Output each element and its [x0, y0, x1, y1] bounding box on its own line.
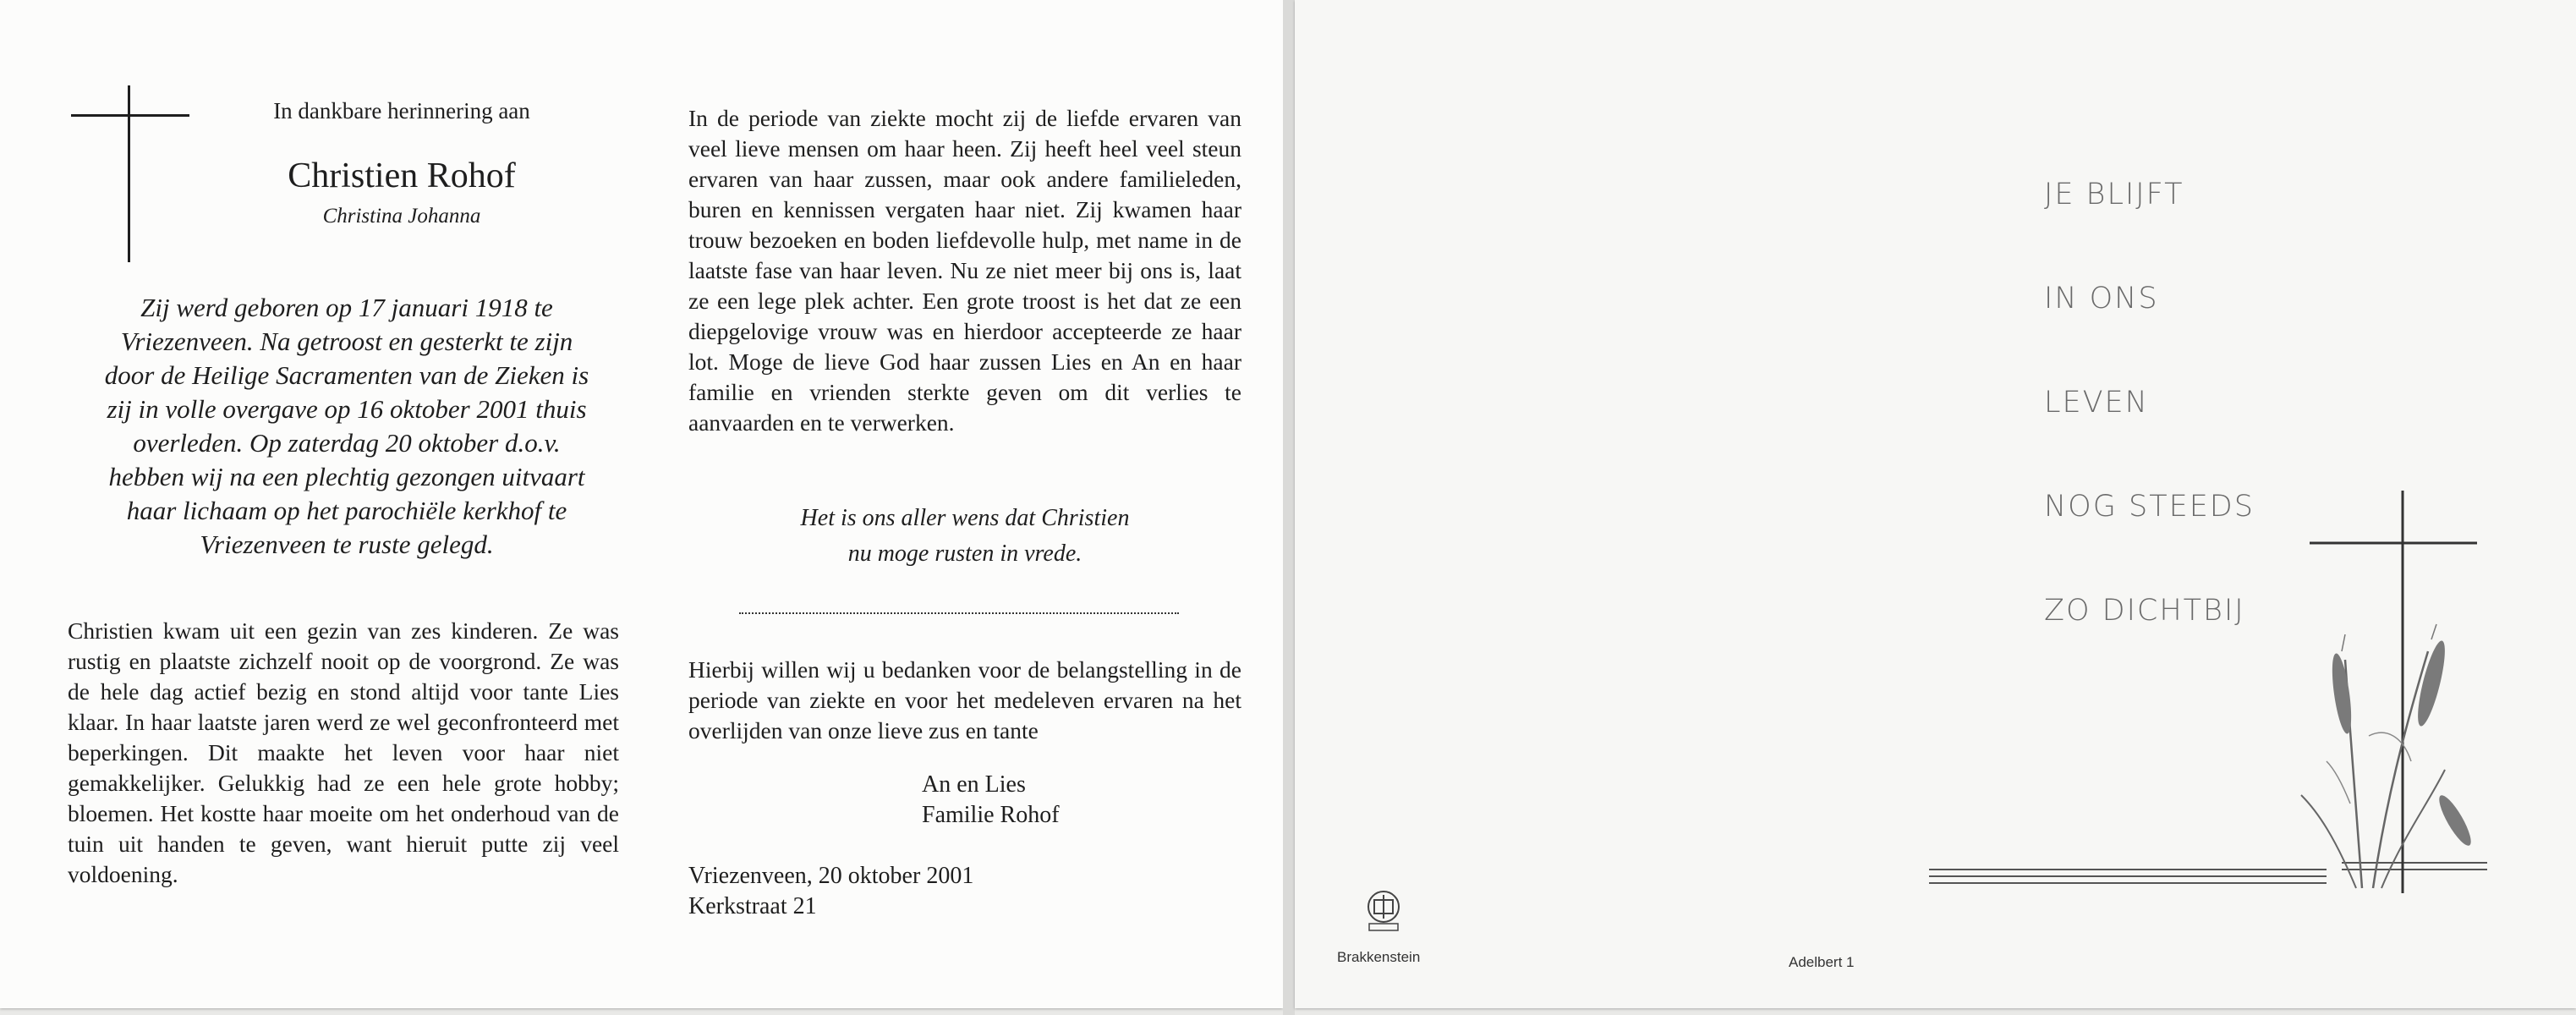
place-date: Vriezenveen, 20 oktober 2001	[688, 863, 974, 889]
place-and-address	[688, 861, 973, 922]
obituary-line: door de Heilige Sacramenten van de Zieken is	[104, 360, 589, 390]
poem-line: IN ONS	[2044, 282, 2159, 315]
poem-line: LEVEN	[2044, 386, 2149, 420]
biography-paragraph: Christien kwam uit een gezin van zes kinderen. Ze was rustig en plaatste zichzelf nooit op de voorgrond. Ze was de hele dag actief bezig en stond altijd voor tante Lies klaar. In haar laatste jaren werd ze wel geconfronteerd met beperkingen. Dit maakte het leven voor haar niet gemakkelijker. Gelukkig had ze een hele grote hobby; bloemen. Het kostte haar moeite om het onderhoud van de tuin uit handen te geven, want hieruit putte zij veel voldoening.	[68, 617, 619, 887]
obituary-line: overleden. Op zaterdag 20 oktober d.o.v.	[133, 428, 561, 458]
address: Kerkstraat 21	[688, 893, 817, 919]
deceased-full-name: Christina Johanna	[322, 205, 481, 228]
memorial-heading: In dankbare herinnering aan	[273, 98, 530, 123]
obituary-line: Vriezenveen. Na getroost en gesterkt te zijn	[120, 326, 573, 356]
obituary-text	[51, 291, 643, 562]
obituary-line: zij in volle overgave op 16 oktober 2001 thuis	[107, 394, 587, 424]
poem-line: ZO DICHTBIJ	[2044, 594, 2245, 628]
card-fold-gap	[1283, 0, 1295, 1015]
wish-line: Het is ons aller wens dat Christien	[800, 505, 1130, 531]
illness-paragraph: In de periode van ziekte mocht zij de liefde ervaren van veel lieve mensen om haar heen. Zij heeft heel veel steun ervaren van haar zussen, maar ook andere familieleden, buren en kennissen vergaten haar niet. Zij kwamen haar trouw bezoeken en boden liefdevolle hulp, met name in de laatste fase van haar leven. Nu ze niet meer bij ons is, laat ze een lege plek achter. Een grote troost is het dat ze een diepgelovige vrouw was en hierdoor accepteerde ze haar lot. Moge de lieve God haar zussen Lies en An en haar familie en vrienden sterkte geven om dit verlies te aanvaarden en te verwerken.	[688, 105, 1241, 436]
obituary-line: Vriezenveen te ruste gelegd.	[200, 529, 494, 559]
wish-line: nu moge rusten in vrede.	[847, 540, 1082, 567]
publisher-name: Brakkenstein	[1337, 949, 1421, 965]
obituary-line: haar lichaam op het parochiële kerkhof te	[126, 496, 567, 525]
deceased-name: Christien Rohof	[288, 156, 516, 195]
memorial-card-inside	[0, 0, 1283, 1008]
memorial-card-front	[1295, 0, 2576, 1008]
obituary-line: Zij werd geboren op 17 januari 1918 te	[140, 293, 553, 322]
obituary-line: hebben wij na een plechtig gezongen uitvaart	[108, 462, 585, 491]
signatories	[922, 770, 1060, 831]
publisher-logo-icon	[1362, 888, 1405, 935]
poem-line: NOG STEEDS	[2044, 490, 2255, 524]
cross-with-wheat-illustration	[1929, 482, 2538, 905]
poem-line: JE BLIJFT	[2044, 178, 2184, 211]
signatory: Familie Rohof	[922, 802, 1060, 828]
card-code: Adelbert 1	[1789, 954, 1855, 970]
dotted-divider	[739, 612, 1179, 614]
signatory: An en Lies	[922, 771, 1026, 798]
wish-text	[688, 501, 1241, 572]
thanks-paragraph: Hierbij willen wij u bedanken voor de belangstelling in de periode van ziekte en voor het medeleven ervaren na het overlijden van onze lieve zus en tante	[688, 656, 1241, 743]
